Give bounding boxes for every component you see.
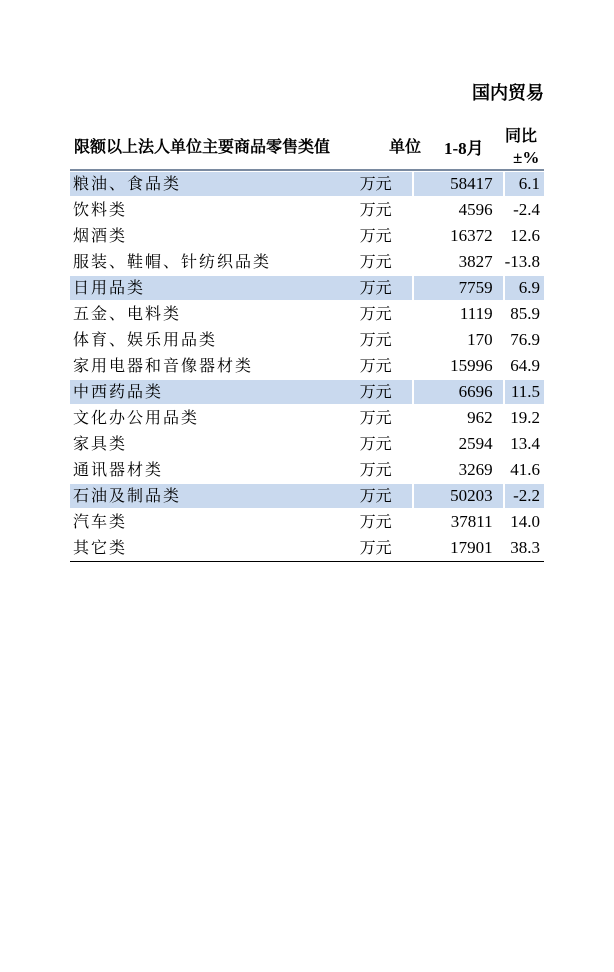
- row-name: 烟酒类: [70, 224, 331, 250]
- row-unit: 万元: [331, 250, 412, 276]
- table-row: [70, 354, 544, 380]
- column-header-yoy: 同比: [505, 126, 538, 145]
- row-name: 五金、电料类: [70, 302, 331, 328]
- table-row: [70, 484, 544, 510]
- column-header-category: 限额以上法人单位主要商品零售类值: [74, 137, 331, 156]
- column-header-yoy-unit: ±%: [513, 148, 540, 167]
- row-unit: 万元: [331, 510, 412, 536]
- row-yoy: 19.2: [503, 406, 544, 432]
- row-yoy: 76.9: [503, 328, 544, 354]
- row-unit: 万元: [331, 198, 412, 224]
- row-value: 4596: [412, 198, 503, 224]
- table-row: [70, 250, 544, 276]
- row-yoy: -2.4: [503, 198, 544, 224]
- retail-sales-table: [70, 172, 544, 562]
- row-unit: 万元: [331, 224, 412, 250]
- row-value: 962: [412, 406, 503, 432]
- row-name: 其它类: [70, 536, 331, 562]
- row-unit: 万元: [331, 354, 412, 380]
- row-name: 家具类: [70, 432, 331, 458]
- row-name: 饮料类: [70, 198, 331, 224]
- table-row: [70, 536, 544, 562]
- row-unit: 万元: [331, 328, 412, 354]
- row-yoy: 13.4: [503, 432, 544, 458]
- row-unit: 万元: [331, 380, 412, 406]
- table-body: [70, 172, 544, 562]
- row-yoy: -13.8: [503, 250, 544, 276]
- section-title: 国内贸易: [472, 83, 544, 104]
- row-value: 37811: [412, 510, 503, 536]
- row-value: 6696: [412, 380, 503, 406]
- row-unit: 万元: [331, 172, 412, 198]
- row-name: 粮油、食品类: [70, 172, 331, 198]
- row-value: 15996: [412, 354, 503, 380]
- table-row: [70, 224, 544, 250]
- row-yoy: 11.5: [503, 380, 544, 406]
- table-row: [70, 172, 544, 198]
- row-value: 7759: [412, 276, 503, 302]
- row-unit: 万元: [331, 536, 412, 562]
- table-row: [70, 510, 544, 536]
- row-name: 中西药品类: [70, 380, 331, 406]
- row-yoy: 6.1: [503, 172, 544, 198]
- row-yoy: 41.6: [503, 458, 544, 484]
- row-unit: 万元: [331, 406, 412, 432]
- table-row: [70, 458, 544, 484]
- table-top-rule: [70, 169, 544, 171]
- row-unit: 万元: [331, 276, 412, 302]
- row-value: 58417: [412, 172, 503, 198]
- row-value: 170: [412, 328, 503, 354]
- row-unit: 万元: [331, 302, 412, 328]
- row-name: 日用品类: [70, 276, 331, 302]
- table-row: [70, 276, 544, 302]
- row-yoy: 6.9: [503, 276, 544, 302]
- row-value: 1119: [412, 302, 503, 328]
- row-unit: 万元: [331, 458, 412, 484]
- row-name: 文化办公用品类: [70, 406, 331, 432]
- row-name: 汽车类: [70, 510, 331, 536]
- row-yoy: 14.0: [503, 510, 544, 536]
- row-yoy: 38.3: [503, 536, 544, 562]
- row-yoy: 85.9: [503, 302, 544, 328]
- row-yoy: -2.2: [503, 484, 544, 510]
- column-header-period: 1-8月: [444, 139, 484, 158]
- column-header-unit: 单位: [389, 137, 422, 156]
- table-row: [70, 328, 544, 354]
- table-bottom-rule: [70, 561, 544, 562]
- row-unit: 万元: [331, 484, 412, 510]
- row-name: 通讯器材类: [70, 458, 331, 484]
- table-row: [70, 302, 544, 328]
- table-row: [70, 406, 544, 432]
- row-name: 石油及制品类: [70, 484, 331, 510]
- row-name: 服装、鞋帽、针纺织品类: [70, 250, 331, 276]
- table-row: [70, 380, 544, 406]
- table-row: [70, 198, 544, 224]
- row-name: 家用电器和音像器材类: [70, 354, 331, 380]
- table-row: [70, 432, 544, 458]
- row-value: 50203: [412, 484, 503, 510]
- row-unit: 万元: [331, 432, 412, 458]
- row-value: 17901: [412, 536, 503, 562]
- row-yoy: 12.6: [503, 224, 544, 250]
- row-value: 3269: [412, 458, 503, 484]
- row-name: 体育、娱乐用品类: [70, 328, 331, 354]
- row-value: 2594: [412, 432, 503, 458]
- row-value: 3827: [412, 250, 503, 276]
- row-value: 16372: [412, 224, 503, 250]
- row-yoy: 64.9: [503, 354, 544, 380]
